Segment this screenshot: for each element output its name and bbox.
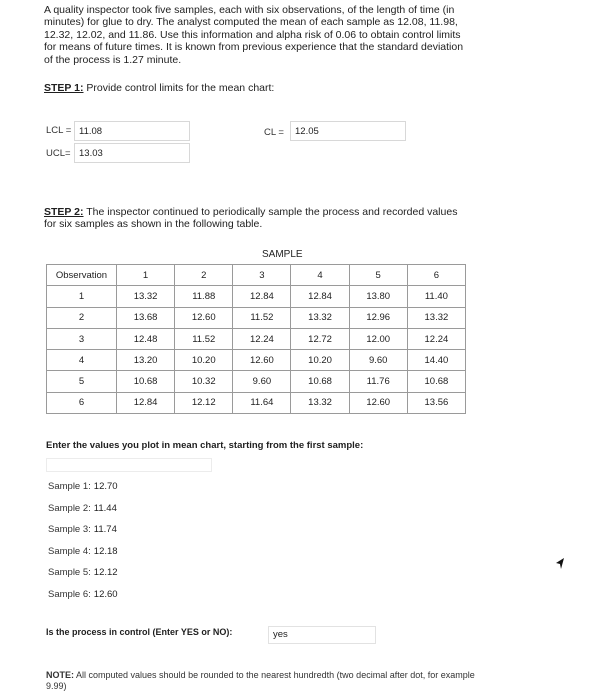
step2-text: The inspector continued to periodically sample the process and recorded values for six samples as shown in the following table. [44,206,458,231]
sample-label: Sample 4: [48,545,91,557]
table-cell: 12.00 [349,328,407,349]
ucl-label: UCL= [46,148,71,159]
table-header-cell: 6 [407,265,465,286]
note-text: All computed values should be rounded to the nearest hundredth (two decimal after dot, for example 9.99) [46,670,475,691]
sample-mean-input[interactable]: 12.70 [93,481,118,492]
table-corner-header: Observation [47,265,117,286]
mouse-pointer-icon [554,557,566,576]
table-cell: 12.60 [349,392,407,413]
table-header-cell: 1 [117,265,175,286]
table-cell: 12.96 [349,307,407,328]
table-cell: 13.80 [349,286,407,307]
sample-label: Sample 3: [48,524,91,536]
table-cell: 10.68 [291,371,349,392]
rounding-note [46,670,476,692]
lcl-label: LCL = [46,125,72,136]
table-row [47,392,466,413]
observation-cell: 3 [47,328,117,349]
table-cell: 10.68 [407,371,465,392]
table-title: SAMPLE [262,249,303,260]
table-row [47,286,466,307]
table-cell: 9.60 [349,350,407,371]
observation-cell: 5 [47,371,117,392]
table-cell: 12.72 [291,328,349,349]
note-label: NOTE: [46,670,74,680]
table-cell: 12.84 [117,392,175,413]
problem-statement: A quality inspector took five samples, each with six observations, of the length of time (in minutes) for glue to dry. The analyst computed the mean of each sample as 12.08, 11.98, 12.32, 12.02, and 11.86. Use this information and alpha risk of 0.06 to obtain control limits for means of future times. It is known from previous experience that the standard deviation of the process is 1.27 minute. [44,4,464,66]
table-row [47,328,466,349]
sample-label: Sample 2: [48,502,91,514]
sample-mean-row [48,476,118,498]
control-answer-input[interactable]: yes [268,626,376,644]
table-header-cell: 5 [349,265,407,286]
table-cell: 12.24 [407,328,465,349]
table-row [47,307,466,328]
table-cell: 12.12 [175,392,233,413]
table-cell: 12.84 [291,286,349,307]
sample-mean-input[interactable]: 11.74 [93,524,117,536]
table-cell: 11.76 [349,371,407,392]
table-cell: 11.88 [175,286,233,307]
step1-label: STEP 1: [44,82,84,94]
observation-cell: 1 [47,286,117,307]
table-cell: 12.24 [233,328,291,349]
answer-area-outline [46,458,212,472]
observation-cell: 2 [47,307,117,328]
table-cell: 10.68 [117,371,175,392]
table-cell: 12.60 [175,307,233,328]
table-cell: 10.20 [175,350,233,371]
cl-input[interactable]: 12.05 [290,121,406,141]
sample-mean-input[interactable]: 11.44 [93,502,117,514]
table-row [47,350,466,371]
sample-mean-row [48,498,118,520]
sample-table [46,264,466,414]
table-header-cell: 4 [291,265,349,286]
sample-mean-row [48,584,118,606]
table-header-row [47,265,466,286]
table-cell: 11.52 [233,307,291,328]
step2-label: STEP 2: [44,206,84,218]
sample-means-list [48,476,118,606]
plot-instruction: Enter the values you plot in mean chart, starting from the first sample: [46,440,364,451]
sample-mean-row [48,541,118,563]
table-row [47,371,466,392]
control-question: Is the process in control (Enter YES or NO): [46,627,233,637]
lcl-input[interactable]: 11.08 [74,121,190,141]
step2-heading [44,206,464,231]
table-cell: 12.84 [233,286,291,307]
sample-mean-row [48,562,118,584]
table-cell: 13.32 [291,392,349,413]
table-cell: 13.32 [117,286,175,307]
sample-label: Sample 5: [48,567,91,579]
table-cell: 10.20 [291,350,349,371]
observation-cell: 4 [47,350,117,371]
table-cell: 12.48 [117,328,175,349]
sample-mean-input[interactable]: 12.18 [93,545,118,557]
table-cell: 13.68 [117,307,175,328]
table-cell: 11.52 [175,328,233,349]
sample-mean-row [48,519,118,541]
step1-heading [44,82,274,94]
table-cell: 11.64 [233,392,291,413]
table-cell: 12.60 [233,350,291,371]
ucl-input[interactable]: 13.03 [74,143,190,163]
cl-label: CL = [264,127,284,138]
step1-text: Provide control limits for the mean chart: [83,82,275,94]
table-cell: 11.40 [407,286,465,307]
table-cell: 13.32 [407,307,465,328]
table-cell: 13.20 [117,350,175,371]
table-cell: 9.60 [233,371,291,392]
table-cell: 14.40 [407,350,465,371]
table-header-cell: 2 [175,265,233,286]
sample-mean-input[interactable]: 12.60 [93,588,118,600]
sample-label: Sample 6: [48,588,91,600]
table-header-cell: 3 [233,265,291,286]
table-cell: 13.56 [407,392,465,413]
sample-mean-input[interactable]: 12.12 [93,567,118,579]
table-cell: 13.32 [291,307,349,328]
observation-cell: 6 [47,392,117,413]
table-cell: 10.32 [175,371,233,392]
sample-label: Sample 1: [48,481,91,492]
